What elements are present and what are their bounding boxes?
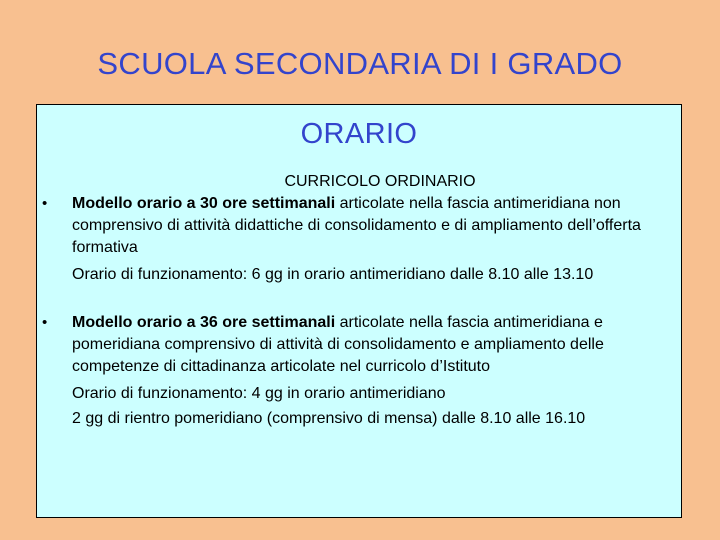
content-box (36, 104, 682, 518)
bullet-item-schedule: Orario di funzionamento: 6 gg in orario antimeridiano dalle 8.10 alle 13.10 (72, 266, 594, 283)
box-heading: ORARIO (300, 118, 418, 150)
curriculum-subheading: CURRICOLO ORDINARIO (284, 173, 476, 190)
bullet-item-30h (37, 193, 681, 286)
bullet-item-bold: Modello orario a 36 ore settimanali (72, 314, 336, 331)
bullet-item-schedule: Orario di funzionamento: 4 gg in orario antimeridiano (72, 385, 446, 402)
bullet-icon: • (42, 314, 48, 331)
bullet-item-text (72, 312, 673, 378)
bullet-item-text (72, 193, 673, 259)
slide-title: SCUOLA SECONDARIA DI I GRADO (97, 46, 623, 81)
bullet-item-schedule-extra: 2 gg di rientro pomeridiano (comprensivo di mensa) dalle 8.10 alle 16.10 (72, 410, 586, 427)
bullet-item-bold: Modello orario a 30 ore settimanali (72, 195, 336, 212)
bullet-item-description: articolate nella fascia antimeridiana non comprensivo di attività didattiche di consolidamento e di ampliamento dell’offerta formativa (72, 195, 641, 256)
bullet-item-description: articolate nella fascia antimeridiana e pomeridiana comprensivo di attività di consolidamento e ampliamento delle competenze di cittadinanza articolate nel curricolo d’Istituto (72, 314, 604, 375)
bullet-icon: • (42, 195, 48, 212)
bullet-item-36h (37, 312, 681, 430)
